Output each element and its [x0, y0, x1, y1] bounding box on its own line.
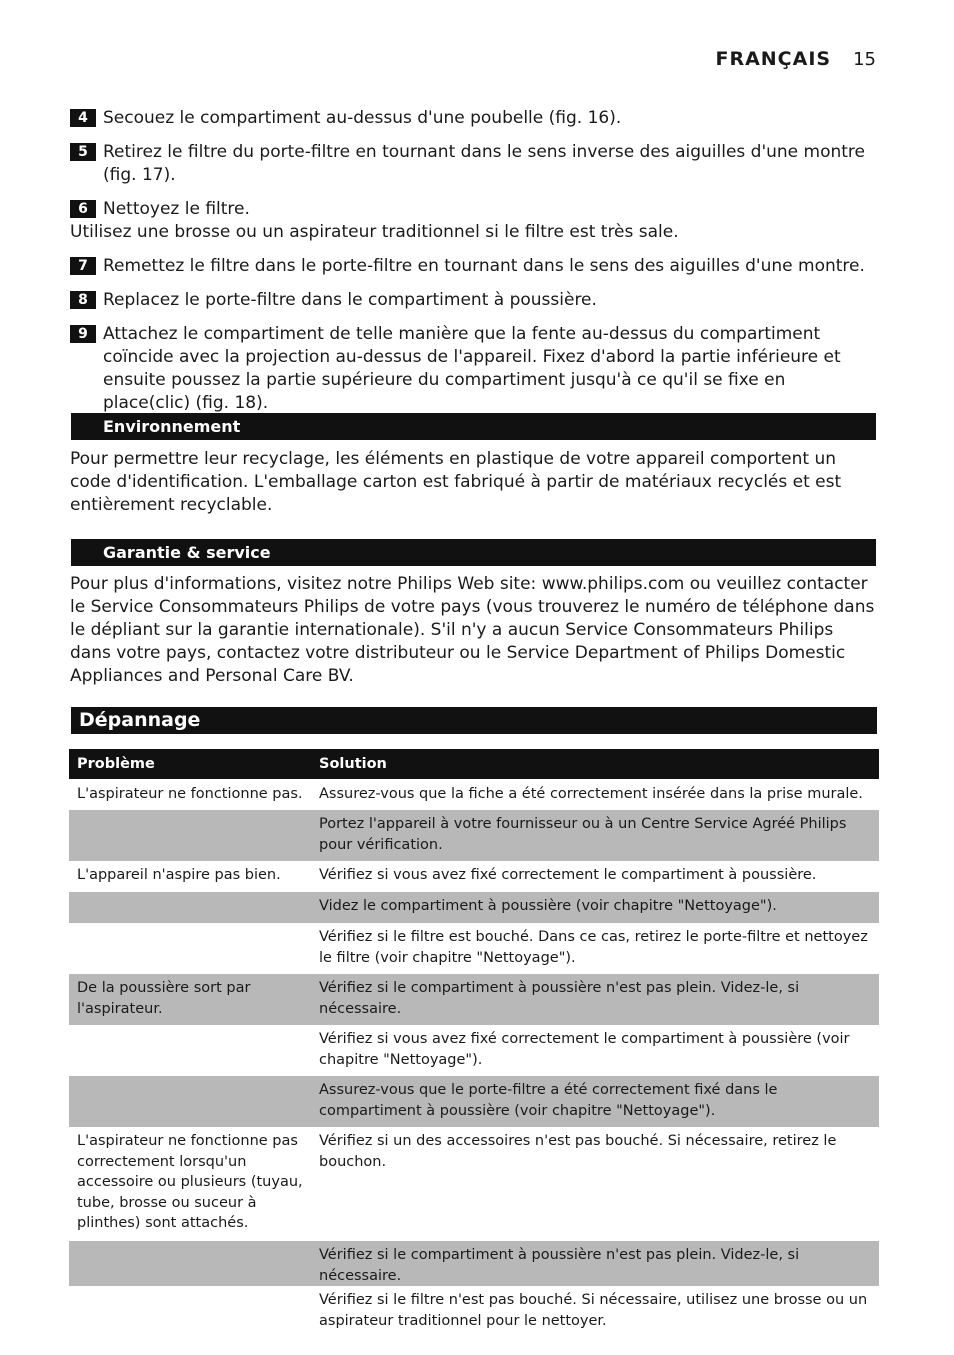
- problem-cell: [69, 1025, 311, 1076]
- problem-cell: L'aspirateur ne fonctionne pas correctement lorsqu'un accessoire ou plusieurs (tuyau, tube, brosse ou suceur à plinthes) sont attachés.: [77, 1133, 303, 1231]
- language-label: FRANÇAIS: [715, 48, 832, 70]
- step-number: 7: [70, 257, 96, 275]
- guarantee-text-after: ou veuillez contacter le Service Consommateurs Philips de votre pays (vous trouverez le numéro de téléphone dans le dépliant sur la garantie internationale). S'il n'y a aucun Service Consommateurs Philips dans votre pays, contactez votre distributeur ou le Service Department of Philips Domestic Appliances and Personal Care BV.: [70, 574, 875, 686]
- table-row: [69, 1127, 879, 1241]
- table-row: [69, 892, 879, 923]
- step-6: [70, 198, 876, 221]
- problem-cell: [69, 1076, 311, 1127]
- section-title: Dépannage: [79, 709, 201, 731]
- table-row: [69, 861, 879, 892]
- guarantee-text-before: Pour plus d'informations, visitez notre Philips Web site:: [70, 574, 542, 594]
- step-8: [70, 289, 876, 312]
- table-row: [69, 810, 879, 861]
- step-9: [70, 323, 876, 415]
- solution-cell: Assurez-vous que le porte-filtre a été correctement fixé dans le compartiment à poussière (voir chapitre "Nettoyage").: [311, 1076, 879, 1127]
- step-text: Remettez le filtre dans le porte-filtre en tournant dans le sens des aiguilles d'une montre.: [103, 256, 865, 276]
- table-row: [69, 1025, 879, 1076]
- table-row: [69, 1241, 879, 1286]
- column-header-solution: Solution: [311, 749, 879, 779]
- table-row: [69, 974, 879, 1025]
- step-text: Attachez le compartiment de telle manière que la fente au-dessus du compartiment coïncide avec la projection au-dessus de l'appareil. Fixez d'abord la partie inférieure et ensuite poussez la partie supérieure du compartiment jusqu'à ce qu'il se fixe en place(clic) (fig. 18).: [103, 324, 841, 413]
- section-title: Environnement: [103, 417, 241, 436]
- solution-cell: Vérifiez si un des accessoires n'est pas bouché. Si nécessaire, retirez le bouchon.: [319, 1133, 837, 1170]
- solution-cell: Vérifiez si le filtre est bouché. Dans ce cas, retirez le porte-filtre et nettoyez le filtre (voir chapitre "Nettoyage").: [319, 929, 868, 966]
- solution-cell: Vérifiez si vous avez fixé correctement le compartiment à poussière (voir chapitre "Nettoyage").: [319, 1031, 850, 1068]
- environment-text: Pour permettre leur recyclage, les éléments en plastique de votre appareil comportent un code d'identification. L'emballage carton est fabriqué à partir de matériaux recyclés et est entièrement recyclable.: [70, 449, 842, 515]
- table-row: [69, 1286, 879, 1337]
- problem-cell: L'aspirateur ne fonctionne pas.: [77, 786, 303, 802]
- step-number: 5: [70, 143, 96, 161]
- page-number: 15: [853, 49, 876, 70]
- troubleshooting-table: [69, 749, 879, 1337]
- step-7: [70, 255, 876, 278]
- solution-cell: Assurez-vous que la fiche a été correctement insérée dans la prise murale.: [319, 786, 863, 802]
- solution-cell: Vérifiez si le compartiment à poussière n'est pas plein. Videz-le, si nécessaire.: [311, 1241, 879, 1286]
- problem-cell: [69, 1286, 311, 1337]
- problem-cell: [69, 923, 311, 974]
- philips-website-link[interactable]: www.philips.com: [541, 574, 685, 594]
- solution-cell: Vérifiez si le filtre n'est pas bouché. Si nécessaire, utilisez une brosse ou un aspirateur traditionnel pour le nettoyer.: [319, 1292, 868, 1329]
- section-heading-guarantee: [71, 539, 876, 566]
- step-5: [70, 141, 876, 187]
- page-header: [715, 48, 876, 70]
- problem-cell: [69, 892, 311, 923]
- section-heading-troubleshooting: [71, 707, 877, 734]
- solution-cell: Portez l'appareil à votre fournisseur ou à un Centre Service Agréé Philips pour vérification.: [311, 810, 879, 861]
- section-title: Garantie & service: [103, 543, 271, 562]
- table-header-row: [69, 749, 879, 779]
- step-text: Nettoyez le filtre.: [103, 199, 250, 219]
- guarantee-text: [70, 573, 878, 688]
- step-text: Secouez le compartiment au-dessus d'une poubelle (fig. 16).: [103, 108, 622, 128]
- step-6-note: Utilisez une brosse ou un aspirateur traditionnel si le filtre est très sale.: [70, 222, 679, 242]
- table-row: [69, 1076, 879, 1127]
- step-number: 9: [70, 325, 96, 343]
- problem-cell: [69, 1241, 311, 1286]
- solution-cell: Vérifiez si vous avez fixé correctement le compartiment à poussière.: [319, 867, 817, 883]
- step-4: [70, 107, 876, 130]
- column-header-problem: Problème: [69, 749, 311, 779]
- problem-cell: De la poussière sort par l'aspirateur.: [69, 974, 311, 1025]
- table-row: [69, 923, 879, 974]
- step-number: 6: [70, 200, 96, 218]
- problem-cell: L'appareil n'aspire pas bien.: [77, 867, 281, 883]
- step-text: Replacez le porte-filtre dans le compartiment à poussière.: [103, 290, 597, 310]
- solution-cell: Videz le compartiment à poussière (voir chapitre "Nettoyage").: [311, 892, 879, 923]
- table-row: [69, 779, 879, 810]
- step-number: 8: [70, 291, 96, 309]
- section-heading-environment: [71, 413, 876, 440]
- problem-cell: [69, 810, 311, 861]
- step-number: 4: [70, 109, 96, 127]
- solution-cell: Vérifiez si le compartiment à poussière n'est pas plein. Videz-le, si nécessaire.: [311, 974, 879, 1025]
- step-text: Retirez le filtre du porte-filtre en tournant dans le sens inverse des aiguilles d'une montre (fig. 17).: [103, 142, 866, 185]
